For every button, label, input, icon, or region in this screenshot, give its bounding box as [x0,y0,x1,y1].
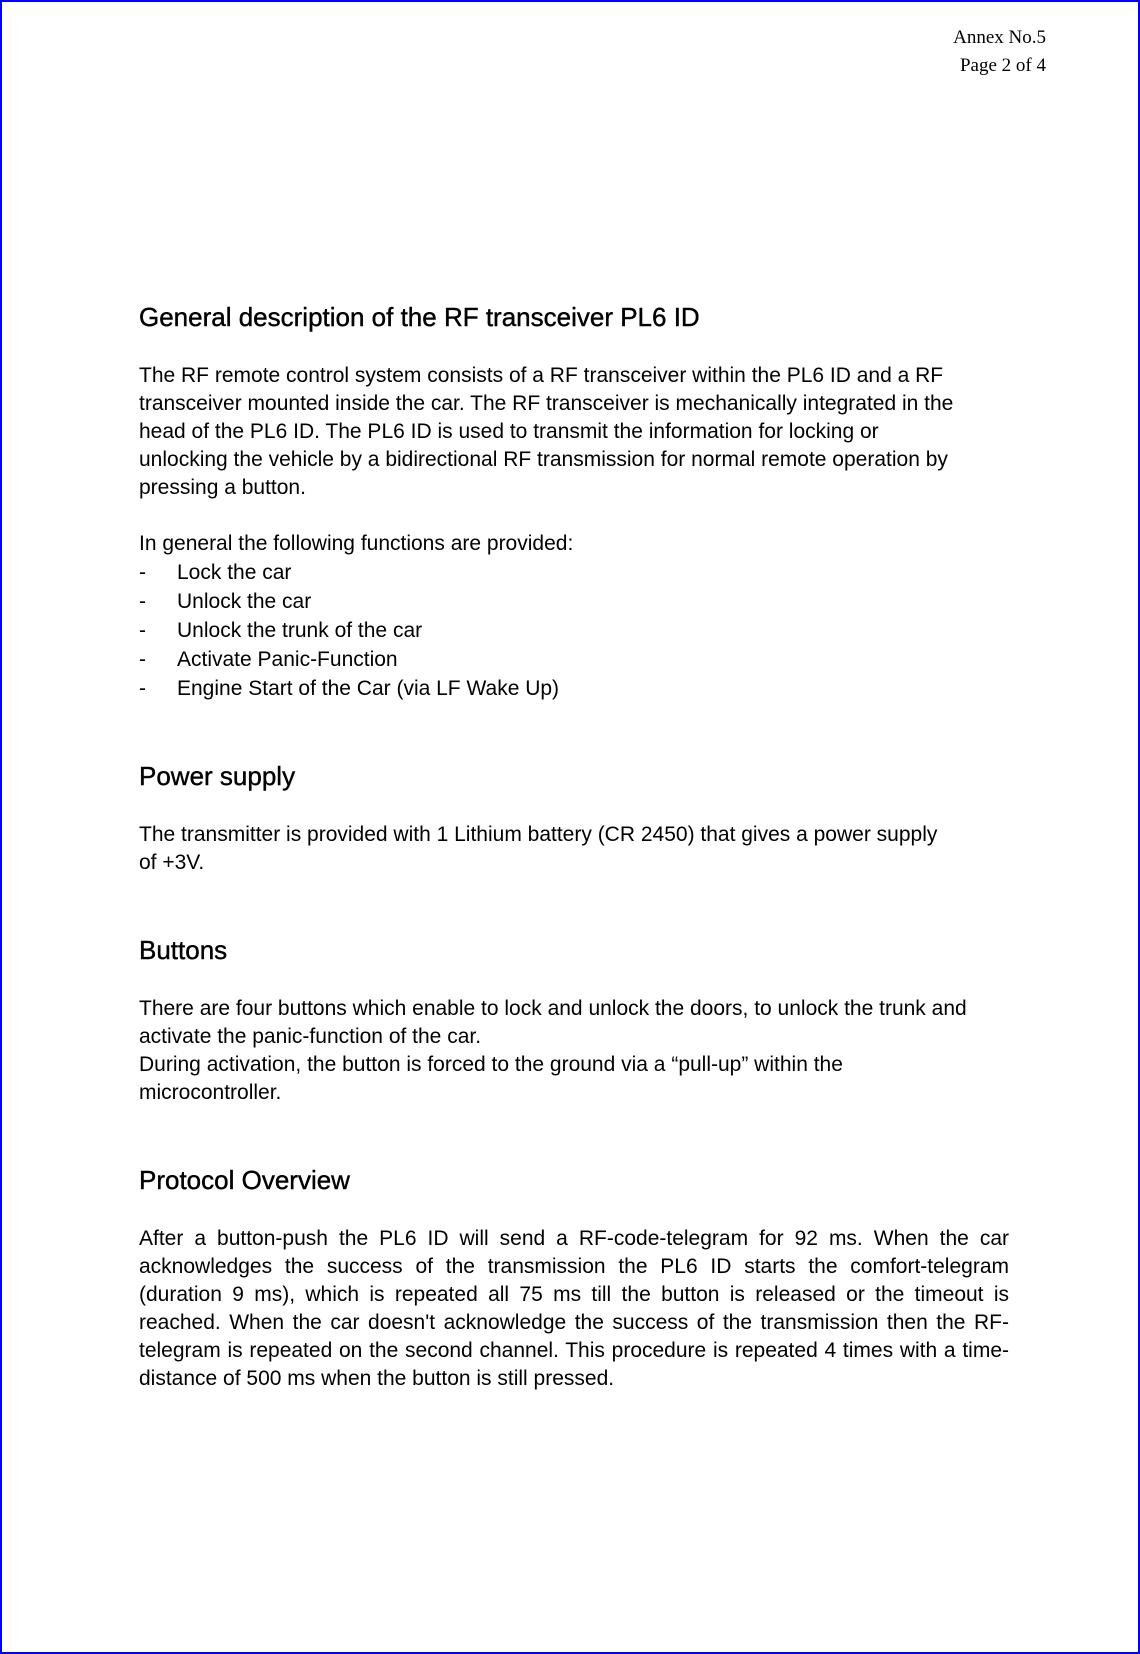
list-item: - Unlock the trunk of the car [139,616,1009,645]
function-list [139,558,1009,703]
page-header [953,24,1046,80]
paragraph: During activation, the button is forced to the ground via a “pull-up” within the microcontroller. [139,1053,843,1104]
list-item: - Lock the car [139,558,1009,587]
section-protocol-overview [139,1163,1009,1393]
section-title: Buttons [139,935,228,965]
paragraph: After a button-push the PL6 ID will send a RF-code-telegram for 92 ms. When the car acknowledges the success of the transmission the PL6 ID starts the comfort-telegram (duration 9 ms), which is repeated all 75 ms till the button is released or the timeout is reached. When the car doesn't acknowledge the success of the transmission then the RF-telegram is repeated on the second channel. This procedure is repeated 4 times with a time-distance of 500 ms when the button is still pressed. [139,1227,1009,1390]
list-item: - Engine Start of the Car (via LF Wake Up) [139,674,1009,703]
section-title: Protocol Overview [139,1165,350,1195]
section-title: General description of the RF transceiver PL6 ID [139,302,700,332]
section-title: Power supply [139,761,296,791]
paragraph: The transmitter is provided with 1 Lithium battery (CR 2450) that gives a power supply of +3V. [139,823,938,874]
list-item: - Unlock the car [139,587,1009,616]
page-number: Page 2 of 4 [959,55,1046,76]
section-buttons [139,933,1009,1163]
paragraph: In general the following functions are provided: [139,532,574,555]
list-item: - Activate Panic-Function [139,645,1009,674]
annex-number: Annex No.5 [953,27,1046,48]
paragraph: The RF remote control system consists of a RF transceiver within the PL6 ID and a RF transceiver mounted inside the car. The RF transceiver is mechanically integrated in the head of the PL6 ID. The PL6 ID is used to transmit the information for locking or unlocking the vehicle by a bidirectional RF transmission for normal remote operation by pressing a button. [139,364,954,499]
section-power-supply [139,759,1009,933]
section-general-description [139,300,1009,759]
document-body [139,300,1009,1421]
paragraph: There are four buttons which enable to lock and unlock the doors, to unlock the trunk and activate the panic-function of the car. [139,997,967,1048]
